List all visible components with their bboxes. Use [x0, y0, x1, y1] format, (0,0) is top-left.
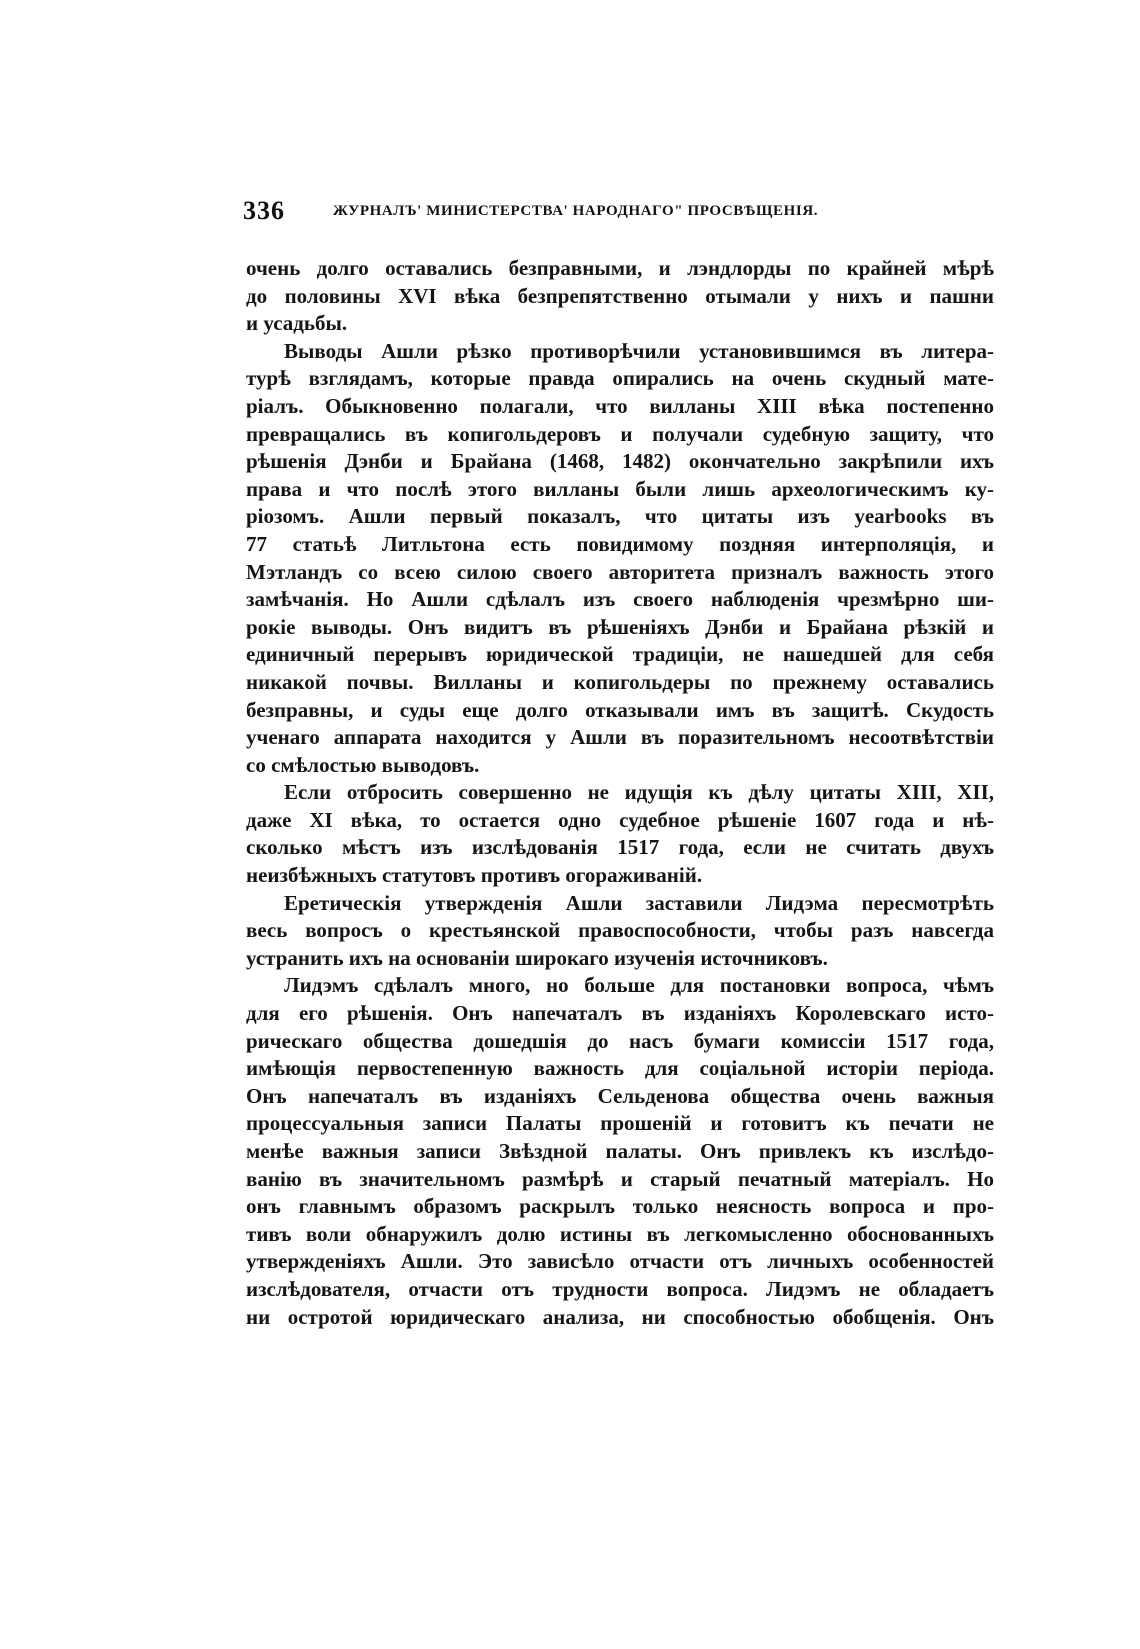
paragraph — [246, 255, 994, 338]
text-line: ріозомъ. Ашли первый показалъ, что цитаты изъ yearbooks въ — [246, 504, 994, 529]
text-line: рокіе выводы. Онъ видитъ въ рѣшеніяхъ Дэнби и Брайана рѣзкій и — [246, 614, 994, 639]
text-line: онъ главнымъ образомъ раскрылъ только неясность вопроса и про- — [246, 1194, 994, 1219]
text-line: изслѣдователя, отчасти отъ трудности вопроса. Лидэмъ не обладаетъ — [246, 1276, 994, 1301]
text-line: ни остротой юридическаго анализа, ни способностью обобщенія. Онъ — [246, 1304, 994, 1329]
paragraph — [246, 779, 994, 889]
text-line: имѣющія первостепенную важность для соціальной исторіи періода. — [246, 1056, 994, 1081]
text-line: ванію въ значительномъ размѣрѣ и старый печатный матеріалъ. Но — [246, 1166, 994, 1191]
text-line: и усадьбы. — [246, 311, 348, 336]
text-line: процессуальныя записи Палаты прошеній и готовитъ къ печати не — [246, 1111, 994, 1136]
text-line: безправны, и суды еще долго отказывали имъ въ защитѣ. Скудость — [246, 697, 994, 722]
text-line: неизбѣжныхъ статутовъ противъ огораживаній. — [246, 863, 703, 888]
text-line: права и что послѣ этого вилланы были лишь археологическимъ ку- — [246, 476, 994, 501]
text-line: ріалъ. Обыкновенно полагали, что вилланы XIII вѣка постепенно — [246, 393, 994, 418]
body-text — [246, 255, 994, 1331]
text-line: Если отбросить совершенно не идущія къ дѣлу цитаты XIII, XII, — [284, 780, 994, 805]
page-header — [243, 196, 995, 230]
text-line: весь вопросъ о крестьянской правоспособности, чтобы разъ навсегда — [246, 918, 994, 943]
text-line: утвержденіяхъ Ашли. Это зависѣло отчасти отъ личныхъ особенностей — [246, 1249, 994, 1274]
text-line: тивъ воли обнаружилъ долю истины въ легкомысленно обоснованныхъ — [246, 1221, 994, 1246]
text-line: рическаго общества дошедшія до насъ бумаги комиссіи 1517 года, — [246, 1028, 994, 1053]
text-line: даже XI вѣка, то остается одно судебное рѣшеніе 1607 года и нѣ- — [246, 807, 994, 832]
paragraph — [246, 890, 994, 973]
running-title: ЖУРНАЛЪ' МИНИСТЕРСТВА' НАРОДНАГО" ПРОСВѢЩЕНІЯ. — [333, 203, 819, 219]
text-line: Еретическія утвержденія Ашли заставили Лидэма пересмотрѣть — [284, 890, 994, 915]
text-line: Онъ напечаталъ въ изданіяхъ Сельденова общества очень важныя — [246, 1083, 994, 1108]
paragraph — [246, 972, 994, 1331]
text-line: турѣ взглядамъ, которые правда опирались на очень скудный мате- — [246, 366, 994, 391]
text-line: ученаго аппарата находится у Ашли въ поразительномъ несоотвѣтствіи — [246, 725, 994, 750]
text-line: для его рѣшенія. Онъ напечаталъ въ изданіяхъ Королевскаго исто- — [246, 1001, 994, 1026]
text-line: Лидэмъ сдѣлалъ много, но больше для постановки вопроса, чѣмъ — [284, 973, 994, 998]
text-line: Выводы Ашли рѣзко противорѣчили установившимся въ литера- — [284, 338, 994, 363]
text-line: единичный перерывъ юридической традиціи, не нашедшей для себя — [246, 642, 994, 667]
text-line: замѣчанія. Но Ашли сдѣлалъ изъ своего наблюденія чрезмѣрно ши- — [246, 587, 994, 612]
text-line: рѣшенія Дэнби и Брайана (1468, 1482) окончательно закрѣпили ихъ — [246, 449, 994, 474]
text-line: очень долго оставались безправными, и лэндлорды по крайней мѣрѣ — [246, 256, 994, 280]
text-line: устранить ихъ на основаніи широкаго изученія источниковъ. — [246, 945, 828, 970]
text-line: Мэтландъ со всею силою своего авторитета призналъ важность этого — [246, 559, 994, 584]
text-line: до половины XVI вѣка безпрепятственно отымали у нихъ и пашни — [246, 283, 994, 308]
paragraph — [246, 338, 994, 780]
text-line: никакой почвы. Вилланы и копигольдеры по прежнему оставались — [246, 669, 994, 694]
text-line: превращались въ копигольдеровъ и получали судебную защиту, что — [246, 421, 994, 446]
text-line: менѣе важныя записи Звѣздной палаты. Онъ привлекъ къ изслѣдо- — [246, 1139, 994, 1163]
text-line: со смѣлостью выводовъ. — [246, 752, 480, 777]
page-number: 336 — [243, 196, 285, 225]
text-line: сколько мѣстъ изъ изслѣдованія 1517 года, если не считать двухъ — [246, 835, 994, 860]
text-line: 77 статьѣ Литльтона есть повидимому поздняя интерполяція, и — [246, 531, 994, 556]
